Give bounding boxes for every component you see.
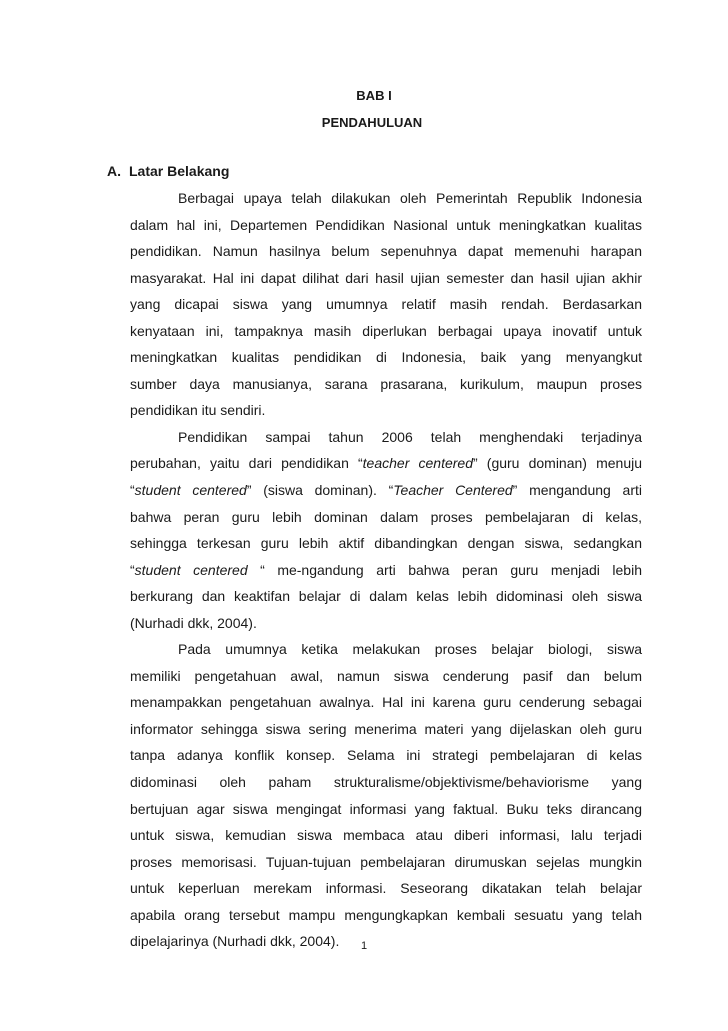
paragraph-line: memiliki pengetahuan awal, namun siswa cenderung pasif dan belum [130, 667, 642, 684]
paragraph-line: berkurang dan keaktifan belajar di dalam kelas lebih didominasi oleh siswa [130, 588, 642, 605]
paragraph-line: (Nurhadi dkk, 2004). [130, 614, 257, 631]
paragraph-line: dipelajarinya (Nurhadi dkk, 2004). [130, 933, 340, 950]
paragraph-line: menampakkan pengetahuan awalnya. Hal ini karena guru cenderung sebagai [130, 694, 642, 711]
chapter-title: PENDAHULUAN [321, 115, 423, 130]
paragraph-line: kenyataan ini, tampaknya masih diperlukan berbagai upaya inovatif untuk [130, 322, 642, 339]
section-marker: A. [107, 163, 121, 179]
paragraph-line: masyarakat. Hal ini dapat dilihat dari hasil ujian semester dan hasil ujian akhir [130, 269, 642, 286]
paragraph-line: “student centered “ me-ngandung arti bahwa peran guru menjadi lebih [130, 561, 642, 578]
paragraph-line: sehingga terkesan guru lebih aktif dibandingkan dengan siswa, sedangkan [130, 535, 642, 552]
paragraph-line: apabila orang tersebut mampu mengungkapkan kembali sesuatu yang telah [130, 906, 642, 923]
paragraph-line: Pendidikan sampai tahun 2006 telah menghendaki terjadinya [178, 428, 642, 445]
paragraph-line: dalam hal ini, Departemen Pendidikan Nasional untuk meningkatkan kualitas [130, 216, 642, 233]
paragraph-line: untuk siswa, kemudian siswa membaca atau diberi informasi, lalu terjadi [130, 827, 642, 844]
paragraph-line: untuk keperluan merekam informasi. Seseorang dikatakan telah belajar [130, 880, 642, 897]
paragraph-line: pendidikan itu sendiri. [130, 402, 266, 419]
paragraph-line: Berbagai upaya telah dilakukan oleh Pemerintah Republik Indonesia [178, 190, 642, 206]
paragraph-line: yang dicapai siswa yang umumnya relatif masih rendah. Berdasarkan [130, 296, 642, 313]
paragraph-line: perubahan, yaitu dari pendidikan “teacher centered” (guru dominan) menuju [130, 455, 643, 472]
section-heading [107, 163, 229, 179]
paragraph-line: tanpa adanya konflik konsep. Selama ini strategi pembelajaran di kelas [130, 747, 642, 764]
paragraph-line: didominasi oleh paham strukturalisme/objektivisme/behaviorisme yang [130, 774, 642, 791]
paragraph-line: informator sehingga siswa sering menerima materi yang dijelaskan oleh guru [130, 720, 642, 737]
chapter-number: BAB I [356, 88, 392, 103]
paragraph-line: sumber daya manusianya, sarana prasarana, kurikulum, maupun proses [130, 375, 642, 392]
paragraph-line: proses memorisasi. Tujuan-tujuan pembelajaran dirumuskan sejelas mungkin [130, 853, 642, 870]
paragraph-line: bertujuan agar siswa mengingat informasi yang faktual. Buku teks dirancang [130, 800, 642, 817]
paragraph-line: pendidikan. Namun hasilnya belum sepenuhnya dapat memenuhi harapan [130, 243, 642, 260]
body-text [130, 185, 642, 955]
paragraph-line: bahwa peran guru lebih dominan dalam proses pembelajaran di kelas, [130, 508, 642, 525]
paragraph-line: “student centered” (siswa dominan). “Teacher Centered” mengandung arti [130, 482, 642, 499]
paragraph-3 [130, 636, 642, 955]
paragraph-1 [130, 185, 642, 424]
paragraph-line: meningkatkan kualitas pendidikan di Indonesia, baik yang menyangkut [130, 349, 642, 366]
page-number: 1 [360, 940, 368, 952]
section-title: Latar Belakang [129, 163, 230, 179]
paragraph-2 [130, 424, 642, 636]
paragraph-line: Pada umumnya ketika melakukan proses belajar biologi, siswa [178, 641, 642, 658]
